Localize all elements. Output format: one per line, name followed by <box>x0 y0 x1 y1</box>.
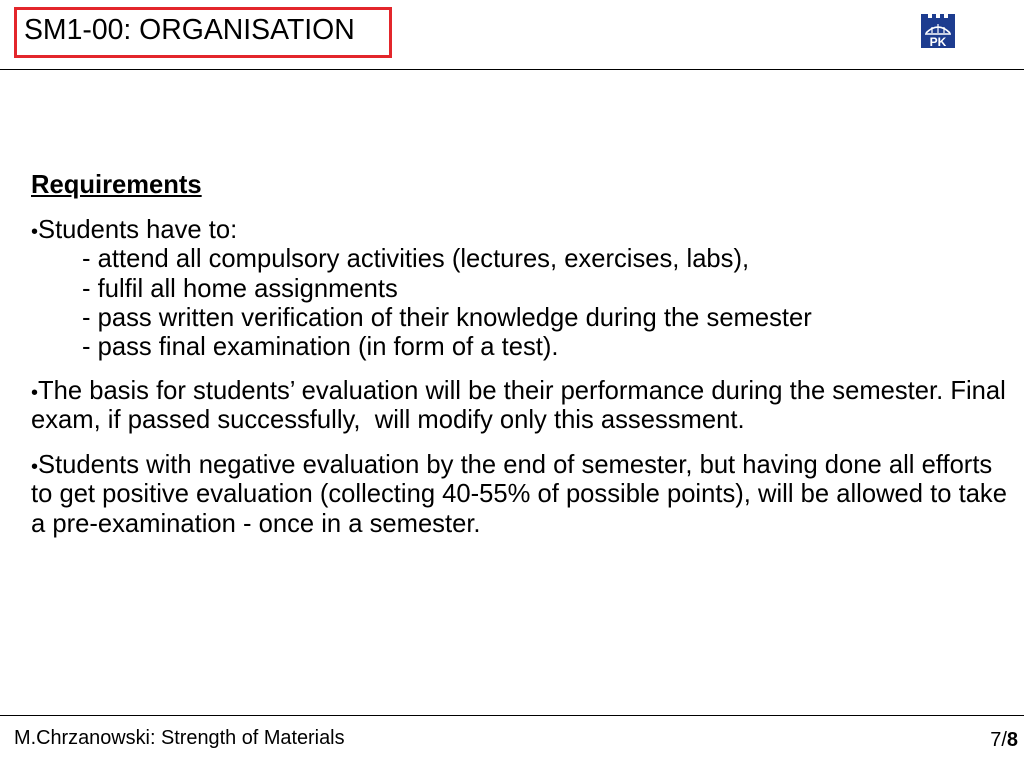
logo-lettering: PK <box>929 35 947 49</box>
bullet-text: The basis for students’ evaluation will be their performance during the semester. Final <box>38 377 1006 405</box>
page-separator: / <box>1001 729 1007 751</box>
sub-item: - fulfil all home assignments <box>82 274 398 303</box>
footer-divider <box>0 715 1024 716</box>
bullet-icon: • <box>31 382 39 404</box>
bullet-line <box>31 377 1006 406</box>
section-heading: Requirements <box>31 171 202 199</box>
bullet-text-continuation: to get positive evaluation (collecting 40-55% of possible points), will be allowed to take <box>31 480 1007 509</box>
title-frame <box>14 7 392 58</box>
bullet-icon: • <box>31 221 39 243</box>
sub-item: - pass final examination (in form of a test). <box>82 333 559 362</box>
sub-item: - attend all compulsory activities (lectures, exercises, labs), <box>82 245 750 274</box>
bullet-item-3 <box>31 451 1007 539</box>
bullet-text: Students have to: <box>38 216 238 244</box>
sub-item: - pass written verification of their knowledge during the semester <box>82 303 812 332</box>
bullet-icon: • <box>31 456 39 478</box>
bullet-text: Students with negative evaluation by the end of semester, but having done all efforts <box>38 451 993 479</box>
bullet-line <box>31 216 812 245</box>
page-total: 8 <box>1006 729 1018 751</box>
slide-title: SM1-00: ORGANISATION <box>24 14 355 46</box>
bullet-text-continuation: exam, if passed successfully, will modify only this assessment. <box>31 406 745 435</box>
page-number <box>990 728 1018 752</box>
bullet-item-2 <box>31 377 1006 436</box>
bullet-item-1 <box>31 216 812 362</box>
bullet-text-continuation: a pre-examination - once in a semester. <box>31 509 481 538</box>
header-divider <box>0 69 1024 70</box>
pk-university-logo-icon <box>919 12 957 50</box>
requirements-section <box>31 171 202 200</box>
page-current: 7 <box>990 729 1002 751</box>
bullet-line <box>31 451 1007 480</box>
footer-author-course: M.Chrzanowski: Strength of Materials <box>14 727 345 749</box>
